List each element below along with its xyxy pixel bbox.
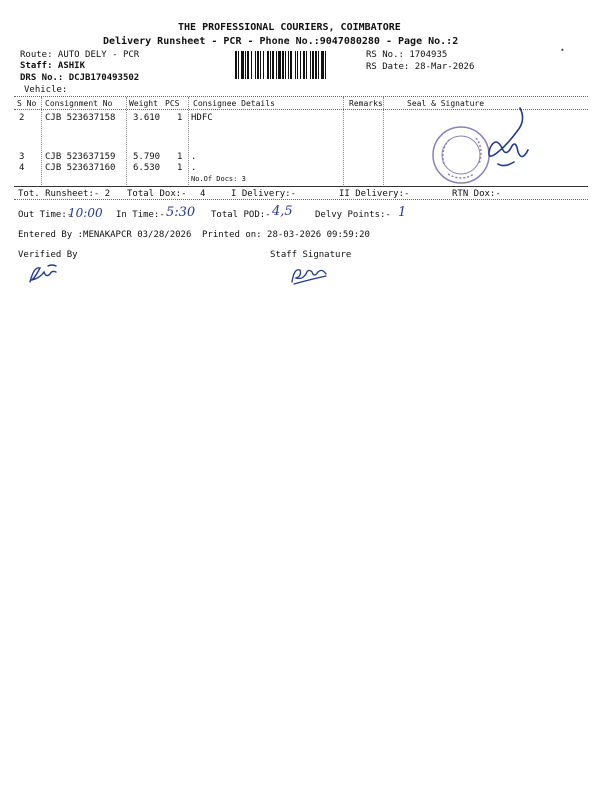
barcode-bar xyxy=(238,51,239,79)
col-consignment: Consignment No xyxy=(45,99,113,108)
barcode-bar xyxy=(241,51,244,79)
barcode xyxy=(235,51,363,79)
row-pcs: 1 xyxy=(177,163,183,173)
tot-runsheet: Tot. Runsheet:- 2 xyxy=(18,189,111,199)
rtn-dox: RTN Dox:- xyxy=(452,189,501,199)
row-consignee: HDFC xyxy=(191,113,213,123)
scan-mark: • xyxy=(560,46,565,55)
rs-date: RS Date: 28-Mar-2026 xyxy=(366,62,475,72)
barcode-bar xyxy=(263,51,264,79)
col-divider xyxy=(41,97,42,187)
row-sno: 2 xyxy=(19,113,25,123)
col-divider xyxy=(383,97,384,187)
in-time-value: 5:30 xyxy=(166,205,196,220)
route-text: Route: AUTO DELY - PCR xyxy=(20,50,140,60)
delvy-points-label: Delvy Points:- xyxy=(315,210,391,220)
barcode-bar xyxy=(306,51,307,79)
col-pcs: PCS xyxy=(165,99,180,108)
entered-by: Entered By :MENAKAPCR 03/28/2026 xyxy=(18,230,192,240)
barcode-bar xyxy=(300,51,301,79)
table-top-rule xyxy=(14,96,588,97)
barcode-bar xyxy=(260,51,261,79)
rs-number: RS No.: 1704935 xyxy=(366,50,448,60)
out-time-label: Out Time:- xyxy=(18,210,73,220)
col-seal-signature: Seal & Signature xyxy=(407,99,485,108)
row-pcs: 1 xyxy=(177,113,183,123)
col-divider xyxy=(188,97,189,187)
barcode-bar xyxy=(251,51,252,79)
staff-text: Staff: ASHIK xyxy=(20,61,86,71)
row-weight: 6.530 xyxy=(133,163,161,173)
company-title: THE PROFESSIONAL COURIERS, COIMBATORE xyxy=(178,22,401,33)
total-pod-label: Total POD:- xyxy=(211,210,271,220)
barcode-bar xyxy=(245,51,246,79)
in-time-label: In Time:- xyxy=(116,210,165,220)
barcode-bar xyxy=(282,51,284,79)
barcode-bar xyxy=(312,51,314,79)
printed-on: Printed on: 28-03-2026 09:59:20 xyxy=(202,230,370,240)
row-sno: 4 xyxy=(19,163,25,173)
total-dox-value: 4 xyxy=(200,189,206,199)
barcode-bar xyxy=(288,51,289,79)
vehicle-text: Vehicle: xyxy=(24,85,68,95)
barcode-bar xyxy=(318,51,319,79)
barcode-bar xyxy=(255,51,256,79)
col-sno: S No xyxy=(17,99,37,108)
row-pcs: 1 xyxy=(177,152,183,162)
total-pod-value: 4,5 xyxy=(272,204,293,219)
barcode-bar xyxy=(297,51,298,79)
row-weight: 3.610 xyxy=(133,113,161,123)
verifier-signature xyxy=(26,262,62,286)
col-divider xyxy=(343,97,344,187)
staff-signature-label: Staff Signature xyxy=(270,250,352,260)
barcode-bar xyxy=(272,51,274,79)
consignee-signature xyxy=(468,106,538,186)
row-consignment: CJB 523637160 xyxy=(45,163,116,173)
barcode-bar xyxy=(267,51,269,79)
drs-number: DRS No.: DCJB170493502 xyxy=(20,73,140,83)
i-delivery: I Delivery:- xyxy=(231,189,297,199)
barcode-bar xyxy=(303,51,305,79)
row-sno: 3 xyxy=(19,152,25,162)
col-weight: Weight xyxy=(129,99,158,108)
barcode-bar xyxy=(321,51,324,79)
runsheet-subtitle: Delivery Runsheet - PCR - Phone No.:9047080280 - Page No.:2 xyxy=(103,36,459,47)
barcode-bar xyxy=(270,51,271,79)
row-weight: 5.790 xyxy=(133,152,161,162)
barcode-bar xyxy=(295,51,296,79)
row-consignment: CJB 523637158 xyxy=(45,113,116,123)
staff-signature xyxy=(288,262,334,288)
barcode-bar xyxy=(325,51,326,79)
totals-top-rule xyxy=(14,186,588,187)
row-consignment: CJB 523637159 xyxy=(45,152,116,162)
totals-bottom-rule xyxy=(14,199,588,200)
col-consignee: Consignee Details xyxy=(193,99,275,108)
barcode-bar xyxy=(310,51,311,79)
ii-delivery: II Delivery:- xyxy=(339,189,410,199)
barcode-bar xyxy=(285,51,286,79)
delvy-points-value: 1 xyxy=(398,205,407,220)
barcode-bar xyxy=(278,51,281,79)
barcode-bar xyxy=(290,51,292,79)
col-remarks: Remarks xyxy=(349,99,383,108)
barcode-bar xyxy=(235,51,237,79)
barcode-bar xyxy=(276,51,277,79)
barcode-bar xyxy=(247,51,249,79)
row-consignee: . xyxy=(191,152,197,162)
verified-by-label: Verified By xyxy=(18,250,78,260)
out-time-value: 10:00 xyxy=(68,206,103,220)
barcode-bar xyxy=(257,51,259,79)
row-consignee: . xyxy=(191,163,197,173)
no-of-docs: No.Of Docs: 3 xyxy=(191,175,246,183)
col-divider xyxy=(126,97,127,187)
barcode-bar xyxy=(315,51,317,79)
total-dox-label: Total Dox:- xyxy=(127,189,187,199)
